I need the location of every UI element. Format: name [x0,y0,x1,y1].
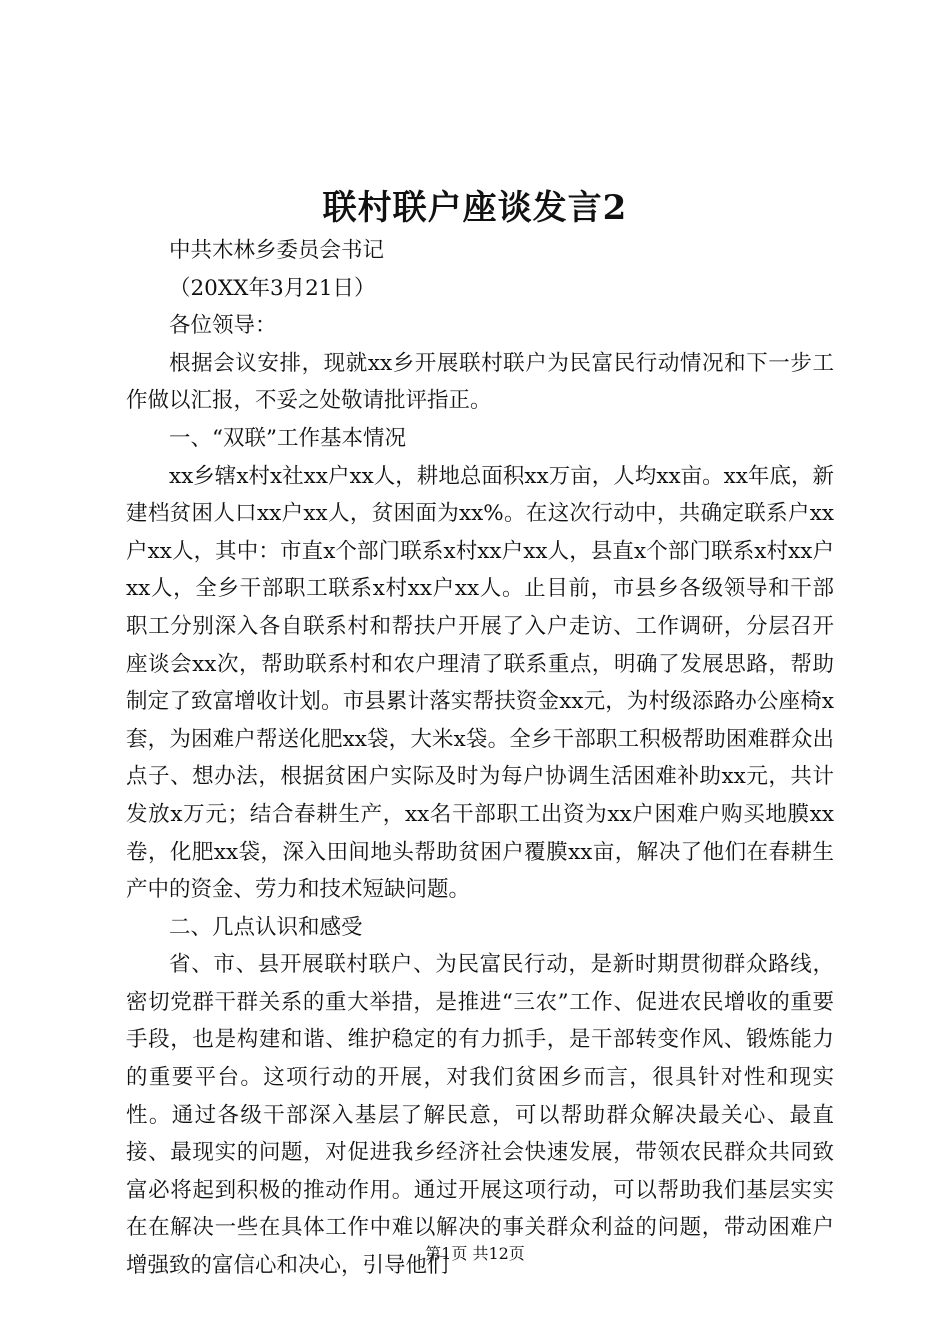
document-body [126,232,834,1285]
intro-paragraph: 根据会议安排，现就xx乡开展联村联户为民富民行动情况和下一步工作做以汇报，不妥之处敬请批评指正。 [126,350,834,414]
document-title: 联村联户座谈发言2 [322,188,628,228]
section-heading-1: 一、“双联”工作基本情况 [169,425,406,451]
date-line: （20XX年3月21日） [169,275,376,301]
salutation: 各位领导： [169,313,277,339]
page-footer: 第1页 共12页 [425,1244,525,1263]
section-2-paragraph: 省、市、县开展联村联户、为民富民行动，是新时期贯彻群众路线，密切党群干群关系的重大举措，是推进“三农”工作、促进农民增收的重要手段，也是构建和谐、维护稳定的有力抓手，是干部转变作风、锻炼能力的重要平台。这项行动的开展，对我们贫困乡而言，很具针对性和现实性。通过各级干部深入基层了解民意，可以帮助群众解决最关心、最直接、最现实的问题，对促进我乡经济社会快速发展，带领农民群众共同致富必将起到积极的推动作用。通过开展这项行动，可以帮助我们基层实实在在解决一些在具体工作中难以解决的事关群众利益的问题，带动困难户增强致的富信心和决心，引导他们 [126,952,834,1279]
section-1-paragraph: xx乡辖x村x社xx户xx人，耕地总面积xx万亩，人均xx亩。xx年底，新建档贫困人口xx户xx人，贫困面为xx%。在这次行动中，共确定联系户xx户xx人，其中：市直x个部门联系x村xx户xx人，县直x个部门联系x村xx户xx人，全乡干部职工联系x村xx户xx人。止目前，市县乡各级领导和干部职工分别深入各自联系村和帮扶户开展了入户走访、工作调研，分层召开座谈会xx次，帮助联系村和农户理清了联系重点，明确了发展思路，帮助制定了致富增收计划。市县累计落实帮扶资金xx元，为村级添路办公座椅x套，为困难户帮送化肥xx袋，大米x袋。全乡干部职工积极帮助困难群众出点子、想办法，根据贫困户实际及时为每户协调生活困难补助xx元，共计发放x万元；结合春耕生产，xx名干部职工出资为xx户困难户购买地膜xx卷，化肥xx袋，深入田间地头帮助贫困户覆膜xx亩，解决了他们在春耕生产中的资金、劳力和技术短缺问题。 [126,463,834,903]
author-line: 中共木林乡委员会书记 [169,238,385,263]
section-heading-2: 二、几点认识和感受 [169,914,363,940]
